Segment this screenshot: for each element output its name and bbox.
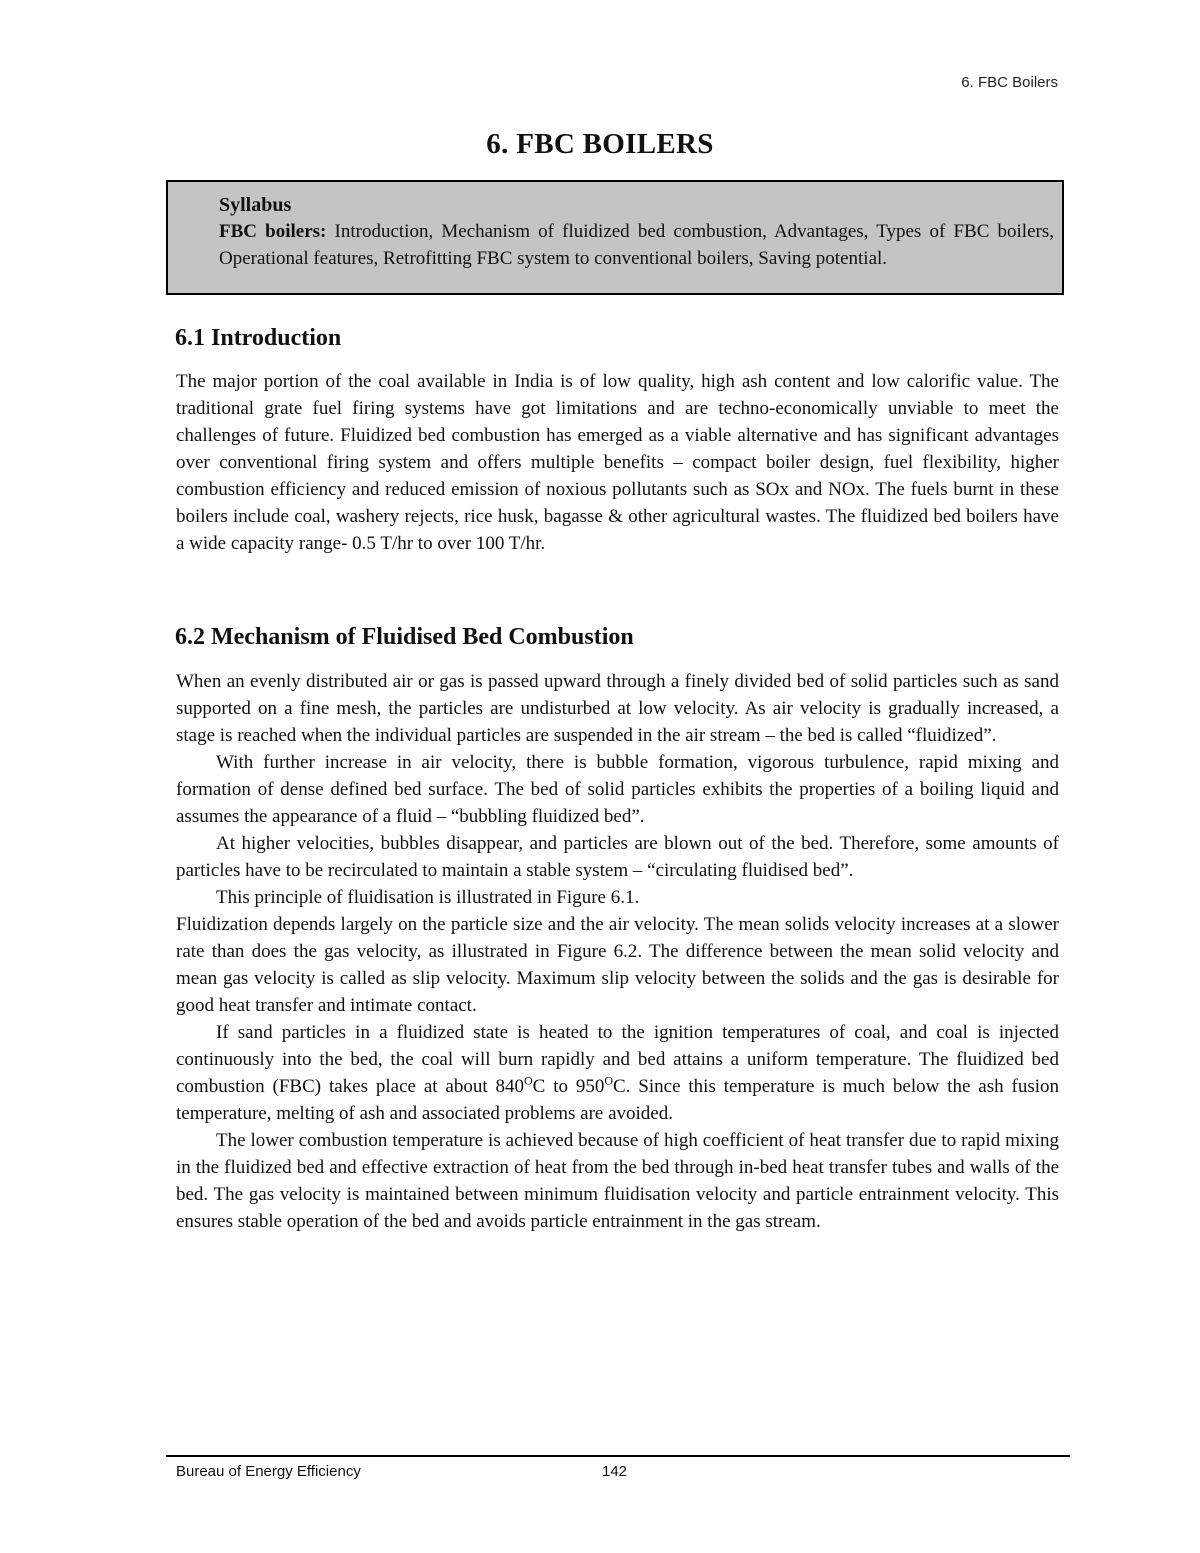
degree-superscript: O (523, 1073, 533, 1088)
syllabus-body (219, 218, 1054, 272)
section-heading-introduction: 6.1 Introduction (175, 325, 342, 351)
paragraph: When an evenly distributed air or gas is passed upward through a finely divided bed of solid particles such as sand supported on a fine mesh, the particles are undisturbed at low velocity. As air velocity is gradually increased, a stage is reached when the individual particles are suspended in the air stream – the bed is called “fluidized”. (176, 671, 1059, 746)
mechanism-body (176, 668, 1059, 1235)
paragraph: With further increase in air velocity, there is bubble formation, vigorous turbulence, rapid mixing and formation of dense defined bed surface. The bed of solid particles exhibits the properties of a boiling liquid and assumes the appearance of a fluid – “bubbling fluidized bed”. (176, 752, 1059, 827)
paragraph: At higher velocities, bubbles disappear, and particles are blown out of the bed. Therefore, some amounts of particles have to be recirculated to maintain a stable system – “circulating fluidised bed”. (176, 833, 1059, 881)
page-number: 142 (602, 1463, 628, 1480)
introduction-body (176, 368, 1059, 557)
paragraph: This principle of fluidisation is illustrated in Figure 6.1. (216, 887, 640, 908)
paragraph: The lower combustion temperature is achieved because of high coefficient of heat transfer due to rapid mixing in the fluidized bed and effective extraction of heat from the bed through in-bed heat transfer tubes and walls of the bed. The gas velocity is maintained between minimum fluidisation velocity and particle entrainment velocity. This ensures stable operation of the bed and avoids particle entrainment in the gas stream. (176, 1130, 1059, 1232)
paragraph-text: If sand particles in a fluidized state is heated to the ignition temperatures of coal, and coal is injected continuously into the bed, the coal will burn rapidly and bed attains a uniform temperature. The fluidized bed combustion (FBC) takes place at about 840 (176, 1022, 1059, 1097)
footer-divider (166, 1455, 1070, 1457)
paragraph: The major portion of the coal available in India is of low quality, high ash content and low calorific value. The traditional grate fuel firing systems have got limitations and are techno-economically unviable to meet the challenges of future. Fluidized bed combustion has emerged as a viable alternative and has significant advantages over conventional firing system and offers multiple benefits – compact boiler design, fuel flexibility, higher combustion efficiency and reduced emission of noxious pollutants such as SOx and NOx. The fuels burnt in these boilers include coal, washery rejects, rice husk, bagasse & other agricultural wastes. The fluidized bed boilers have a wide capacity range- 0.5 T/hr to over 100 T/hr. (176, 371, 1059, 554)
paragraph-text: C. Since this temperature is much below the ash fusion temperature, melting of ash and associated problems are avoided. (176, 1076, 1059, 1124)
running-header: 6. FBC Boilers (961, 74, 1058, 91)
syllabus-text: Introduction, Mechanism of fluidized bed combustion, Advantages, Types of FBC boilers, Operational features, Retrofitting FBC system to conventional boilers, Saving potential. (219, 221, 1054, 269)
chapter-title: 6. FBC BOILERS (486, 128, 714, 160)
degree-superscript: O (604, 1073, 614, 1088)
paragraph: Fluidization depends largely on the particle size and the air velocity. The mean solids velocity increases at a slower rate than does the gas velocity, as illustrated in Figure 6.2. The difference between the mean solid velocity and mean gas velocity is called as slip velocity. Maximum slip velocity between the solids and the gas is desirable for good heat transfer and intimate contact. (176, 914, 1059, 1016)
section-heading-mechanism: 6.2 Mechanism of Fluidised Bed Combustion (175, 624, 634, 650)
paragraph (176, 1019, 1059, 1127)
syllabus-lead: FBC boilers: (219, 221, 327, 242)
footer-publisher: Bureau of Energy Efficiency (176, 1463, 361, 1480)
syllabus-box (166, 180, 1064, 295)
paragraph-text: C to 950 (532, 1076, 605, 1097)
syllabus-title: Syllabus (219, 194, 292, 216)
